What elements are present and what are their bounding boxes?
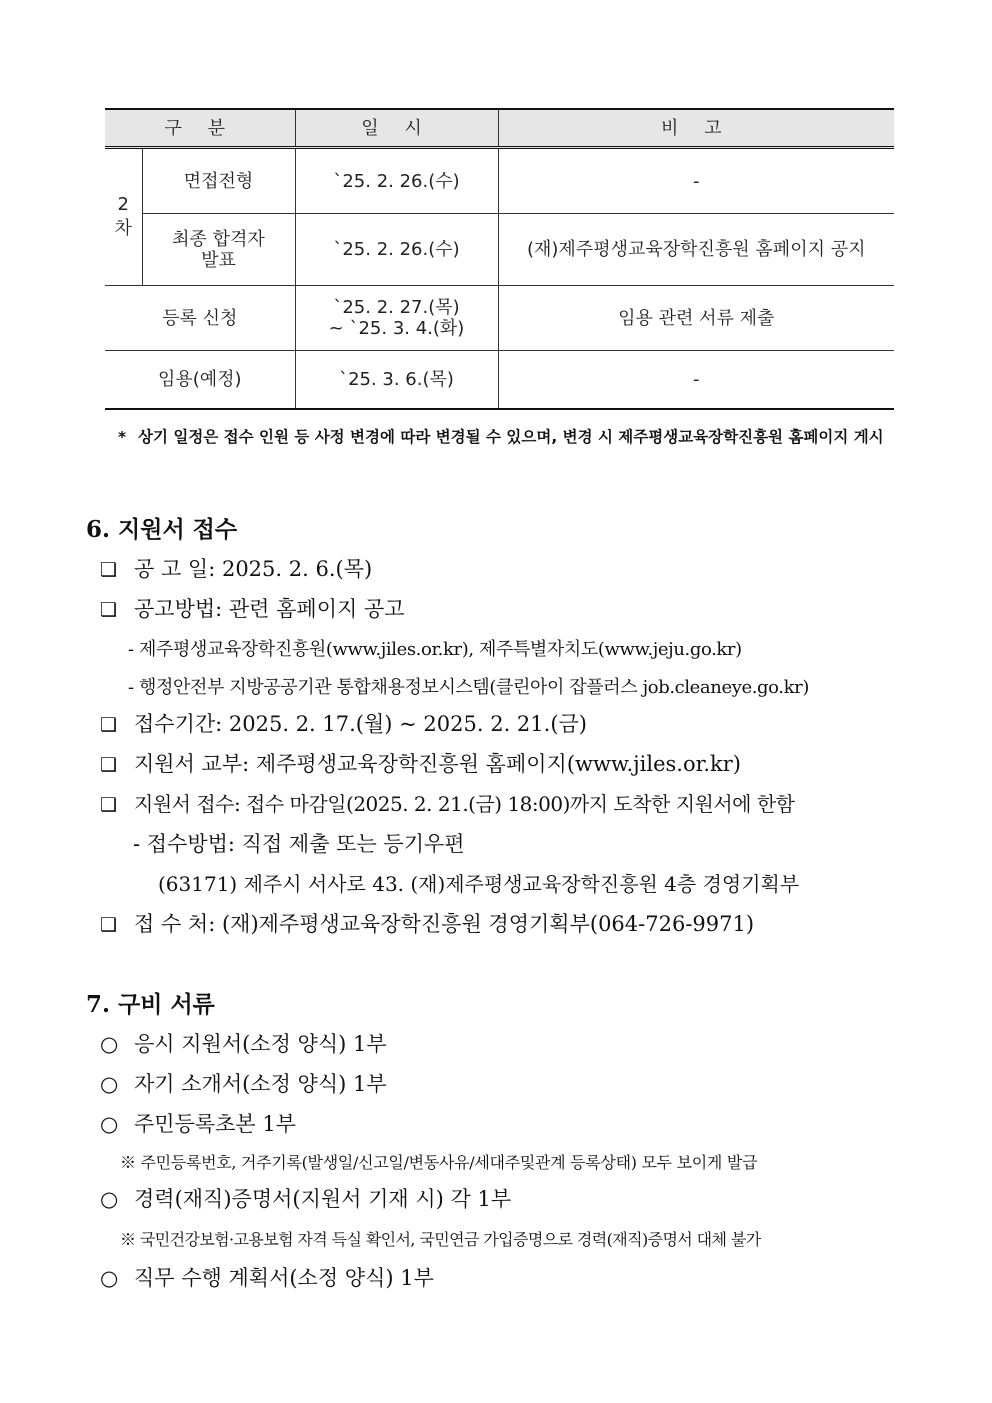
header-category: 구 분 [105, 109, 295, 148]
schedule-table [105, 108, 894, 410]
row-item-line: 발표 [201, 249, 236, 271]
row-date-line: `25. 2. 27.(목) [333, 297, 460, 318]
method-sub-1: - 제주평생교육장학진흥원(www.jiles.or.kr), 제주특별자치도(www.jeju.go.kr) [128, 639, 742, 660]
row-item [142, 214, 295, 286]
schedule-note [118, 426, 898, 448]
item-text: 접수기간: 2025. 2. 17.(월) ~ 2025. 2. 21.(금) [134, 712, 587, 736]
submit-method: - 접수방법: 직접 제출 또는 등기우편 [133, 832, 465, 856]
method-sub-2: - 행정안전부 지방공공기관 통합채용정보시스템(클린아이 잡플러스 job.cleaneye.go.kr) [128, 677, 809, 698]
item-text: 응시 지원서(소정 양식) 1부 [134, 1032, 387, 1056]
circle-bullet-icon [100, 1112, 134, 1136]
circle-bullet-icon [100, 1266, 134, 1290]
period-item [100, 708, 587, 738]
place-item [100, 908, 754, 938]
row-item: 면접전형 [142, 148, 295, 214]
item-text: 경력(재직)증명서(지원서 기재 시) 각 1부 [134, 1187, 512, 1211]
item-text: 직무 수행 계획서(소정 양식) 1부 [134, 1266, 434, 1290]
stage-cell [105, 148, 142, 286]
doc-item [100, 1183, 511, 1213]
row-date-line: ~ `25. 3. 4.(화) [328, 318, 465, 339]
header-date: 일 시 [295, 109, 498, 148]
table-row [105, 286, 894, 351]
row-remark: (재)제주평생교육장학진흥원 홈페이지 공지 [498, 214, 894, 286]
circle-bullet-icon [100, 1032, 134, 1056]
row-item: 임용(예정) [105, 351, 295, 409]
row-date [295, 286, 498, 351]
doc-item [100, 1262, 434, 1292]
row-remark: - [498, 351, 894, 409]
table-row [105, 148, 894, 214]
row-date: `25. 2. 26.(수) [295, 148, 498, 214]
square-bullet-icon [100, 557, 134, 581]
announce-method-item [100, 593, 405, 623]
doc-item [100, 1108, 296, 1138]
doc-reference-note: ※ 국민건강보험·고용보험 자격 득실 확인서, 국민연금 가입증명으로 경력(재직)증명서 대체 불가 [120, 1230, 761, 1249]
square-bullet-icon [100, 752, 134, 776]
row-remark: - [498, 148, 894, 214]
circle-bullet-icon [100, 1072, 134, 1096]
section-6-title: 6. 지원서 접수 [86, 516, 238, 543]
item-text: 접 수 처: (재)제주평생교육장학진흥원 경영기획부(064-726-9971) [134, 912, 755, 936]
square-bullet-icon [100, 597, 134, 621]
stage-suffix: 차 [114, 218, 132, 239]
item-text: 공고방법: 관련 홈페이지 공고 [134, 597, 405, 621]
circle-bullet-icon [100, 1187, 134, 1211]
table-row [105, 351, 894, 409]
doc-item [100, 1028, 387, 1058]
stage-number: 2 [117, 194, 129, 215]
item-text: 지원서 교부: 제주평생교육장학진흥원 홈페이지(www.jiles.or.kr) [134, 752, 741, 776]
header-remark: 비 고 [498, 109, 894, 148]
table-row [105, 214, 894, 286]
submit-item [100, 788, 795, 817]
note-asterisk: * [118, 428, 127, 446]
item-text: 자기 소개서(소정 양식) 1부 [134, 1072, 387, 1096]
row-date: `25. 3. 6.(목) [295, 351, 498, 409]
square-bullet-icon [100, 792, 134, 816]
form-item [100, 748, 741, 778]
doc-reference-note: ※ 주민등록번호, 거주기록(발생일/신고일/변동사유/세대주및관계 등록상태) 모두 보이게 발급 [120, 1153, 758, 1172]
square-bullet-icon [100, 912, 134, 936]
row-item: 등록 신청 [105, 286, 295, 351]
item-text: 지원서 접수: 접수 마감일(2025. 2. 21.(금) 18:00)까지 도착한 지원서에 한함 [134, 792, 795, 816]
item-text: 공 고 일: 2025. 2. 6.(목) [134, 557, 373, 581]
note-text: 상기 일정은 접수 인원 등 사정 변경에 따라 변경될 수 있으며, 변경 시 제주평생교육장학진흥원 홈페이지 게시 [138, 428, 884, 446]
row-date: `25. 2. 26.(수) [295, 214, 498, 286]
submit-address: (63171) 제주시 서사로 43. (재)제주평생교육장학진흥원 4층 경영기획부 [158, 872, 800, 896]
doc-item [100, 1068, 387, 1098]
item-text: 주민등록초본 1부 [134, 1112, 297, 1136]
section-7-title: 7. 구비 서류 [86, 991, 215, 1018]
row-remark: 임용 관련 서류 제출 [498, 286, 894, 351]
square-bullet-icon [100, 712, 134, 736]
row-item-line: 최종 합격자 [172, 228, 265, 250]
announce-date-item [100, 553, 372, 583]
